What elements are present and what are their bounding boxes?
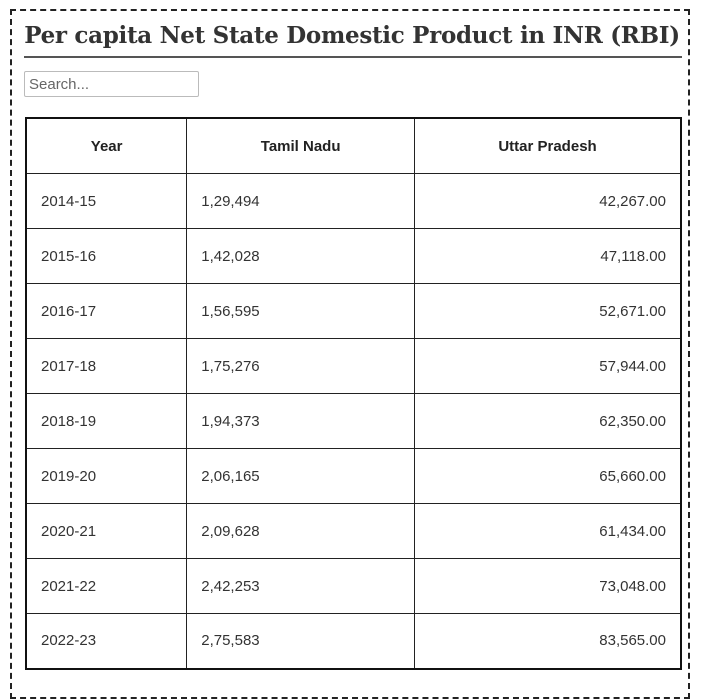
cell-tamil-nadu: 2,06,165 [187,449,415,504]
cell-tamil-nadu: 2,42,253 [187,559,415,614]
table-row [26,504,681,559]
table-row [26,174,681,229]
table-row [26,284,681,339]
cell-tamil-nadu: 2,75,583 [187,614,415,669]
cell-uttar-pradesh: 47,118.00 [415,229,681,284]
table-row [26,394,681,449]
cell-uttar-pradesh: 52,671.00 [415,284,681,339]
table-row [26,559,681,614]
table-row [26,614,681,669]
cell-year: 2021-22 [26,559,187,614]
cell-uttar-pradesh: 65,660.00 [415,449,681,504]
cell-uttar-pradesh: 57,944.00 [415,339,681,394]
cell-tamil-nadu: 2,09,628 [187,504,415,559]
cell-tamil-nadu: 1,42,028 [187,229,415,284]
cell-tamil-nadu: 1,29,494 [187,174,415,229]
cell-year: 2019-20 [26,449,187,504]
page-title: Per capita Net State Domestic Product in INR (RBI) [24,22,680,49]
cell-year: 2017-18 [26,339,187,394]
cell-year: 2014-15 [26,174,187,229]
widget-frame [10,9,690,699]
column-header-year[interactable]: Year [26,118,187,174]
cell-year: 2016-17 [26,284,187,339]
cell-uttar-pradesh: 83,565.00 [415,614,681,669]
cell-uttar-pradesh: 73,048.00 [415,559,681,614]
search-input[interactable] [24,71,199,97]
cell-tamil-nadu: 1,56,595 [187,284,415,339]
cell-uttar-pradesh: 62,350.00 [415,394,681,449]
cell-year: 2015-16 [26,229,187,284]
cell-uttar-pradesh: 42,267.00 [415,174,681,229]
cell-tamil-nadu: 1,94,373 [187,394,415,449]
cell-year: 2020-21 [26,504,187,559]
data-table [25,117,682,670]
table-row [26,229,681,284]
cell-year: 2018-19 [26,394,187,449]
table-header-row [26,118,681,174]
cell-uttar-pradesh: 61,434.00 [415,504,681,559]
table-row [26,339,681,394]
cell-year: 2022-23 [26,614,187,669]
cell-tamil-nadu: 1,75,276 [187,339,415,394]
column-header-uttar-pradesh[interactable]: Uttar Pradesh [415,118,681,174]
table-row [26,449,681,504]
title-divider [24,56,682,58]
column-header-tamil-nadu[interactable]: Tamil Nadu [187,118,415,174]
